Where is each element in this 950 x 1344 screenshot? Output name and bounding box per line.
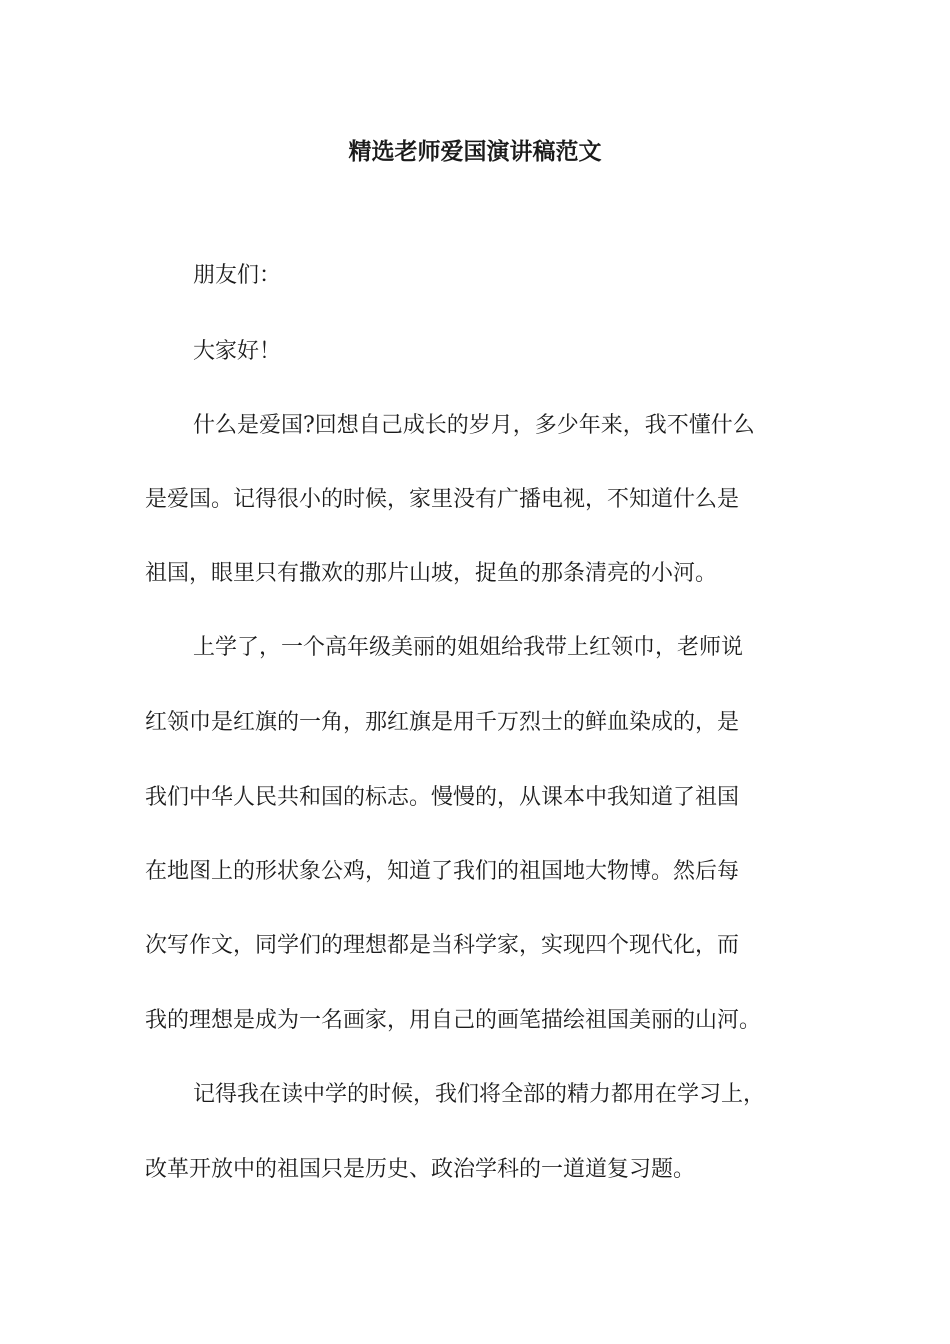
paragraph-line: 记得我在读中学的时候，我们将全部的精力都用在学习上， bbox=[193, 1082, 766, 1107]
paragraph-line: 朋友们： bbox=[193, 263, 282, 288]
paragraph-line: 我的理想是成为一名画家，用自己的画笔描绘祖国美丽的山河。 bbox=[145, 1008, 762, 1033]
paragraph-line: 上学了，一个高年级美丽的姐姐给我带上红领巾，老师说 bbox=[193, 635, 744, 660]
paragraph-line: 大家好！ bbox=[193, 339, 282, 364]
document-title: 精选老师爱国演讲稿范文 bbox=[348, 138, 602, 165]
paragraph-line: 红领巾是红旗的一角，那红旗是用千万烈士的鲜血染成的，是 bbox=[145, 710, 740, 735]
paragraph-line: 在地图上的形状象公鸡，知道了我们的祖国地大物博。然后每 bbox=[145, 859, 740, 884]
paragraph-line: 改革开放中的祖国只是历史、政治学科的一道道复习题。 bbox=[145, 1157, 696, 1182]
paragraph-line: 次写作文，同学们的理想都是当科学家，实现四个现代化，而 bbox=[145, 933, 740, 958]
paragraph-line: 我们中华人民共和国的标志。慢慢的，从课本中我知道了祖国 bbox=[145, 785, 740, 810]
paragraph-line: 祖国，眼里只有撒欢的那片山坡，捉鱼的那条清亮的小河。 bbox=[145, 561, 718, 586]
paragraph-line: 什么是爱国?回想自己成长的岁月，多少年来，我不懂什么 bbox=[193, 413, 755, 438]
paragraph-line: 是爱国。记得很小的时候，家里没有广播电视，不知道什么是 bbox=[145, 487, 740, 512]
